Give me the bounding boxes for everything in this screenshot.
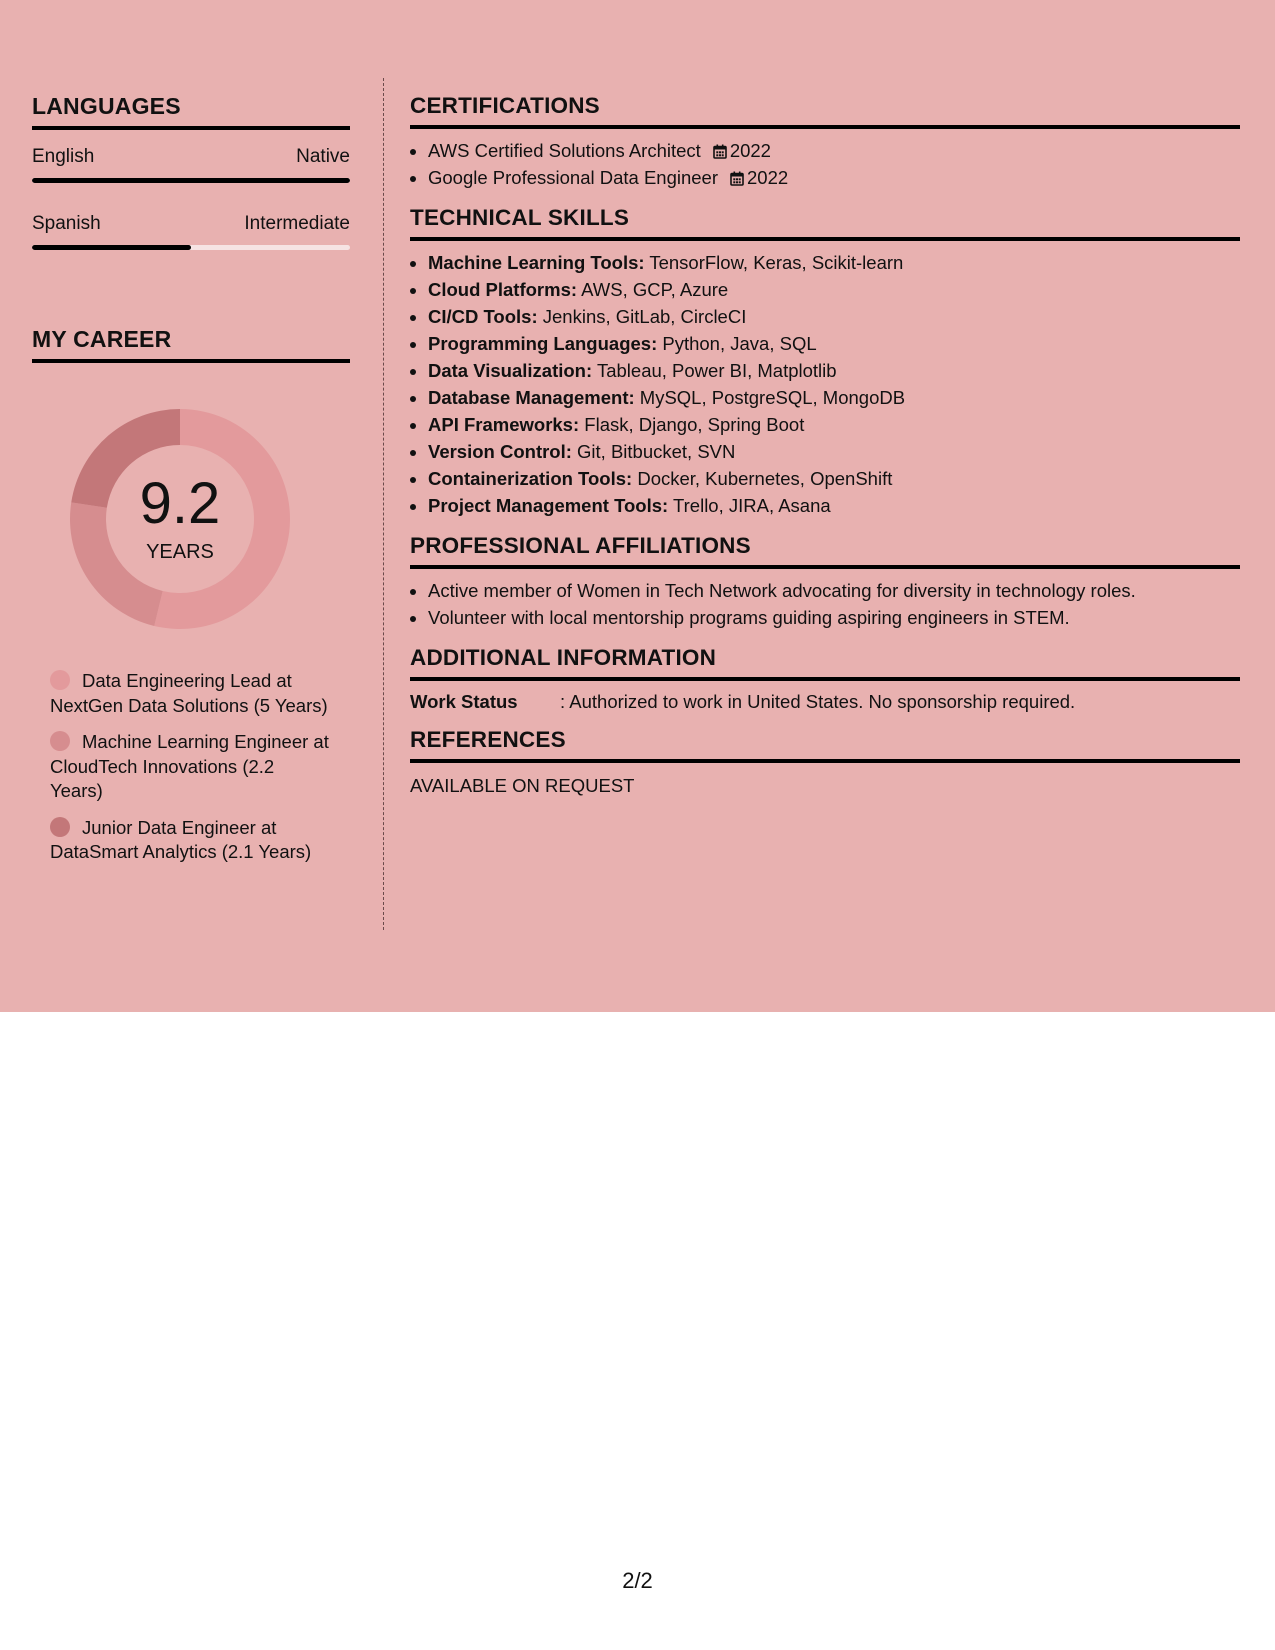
legend-item (50, 669, 330, 718)
career-total-years: 9.2 (139, 471, 221, 536)
affiliations-list (410, 577, 1240, 631)
language-spanish (32, 213, 350, 250)
work-status-row (410, 691, 1240, 713)
skill-item (428, 330, 1240, 357)
certification-name: Google Professional Data Engineer (428, 167, 719, 188)
career-donut (66, 405, 294, 633)
skill-label: API Frameworks: (428, 414, 580, 435)
language-bar-fill (32, 178, 350, 183)
affiliation-item: • Active member of Women in Tech Network advocating for diversity in technology roles. (428, 577, 1240, 604)
skill-item (428, 357, 1240, 384)
skill-label: Version Control: (428, 441, 572, 462)
language-name: Spanish (32, 213, 101, 234)
skill-value: Jenkins, GitLab, CircleCI (542, 306, 747, 327)
affiliation-item: • Volunteer with local mentorship programs guiding aspiring engineers in STEM. (428, 604, 1240, 631)
skill-item (428, 411, 1240, 438)
left-column (32, 93, 350, 877)
skill-item (428, 492, 1240, 519)
skill-label: Programming Languages: (428, 333, 658, 354)
column-divider (383, 78, 384, 930)
skill-label: Containerization Tools: (428, 468, 633, 489)
skill-value: Docker, Kubernetes, OpenShift (637, 468, 893, 489)
career-title: MY CAREER (32, 326, 350, 363)
certification-item (428, 137, 1240, 164)
skill-value: MySQL, PostgreSQL, MongoDB (639, 387, 906, 408)
skill-value: Flask, Django, Spring Boot (584, 414, 805, 435)
additional-section (410, 645, 1240, 713)
career-legend (50, 669, 330, 865)
certification-item (428, 164, 1240, 191)
language-name: English (32, 146, 95, 167)
career-years-unit: YEARS (146, 541, 214, 563)
legend-item (50, 816, 330, 865)
additional-title: ADDITIONAL INFORMATION (410, 645, 1240, 681)
skills-title: TECHNICAL SKILLS (410, 205, 1240, 241)
skill-value: TensorFlow, Keras, Scikit-learn (649, 252, 904, 273)
work-status-value: : Authorized to work in United States. No sponsorship required. (560, 691, 1076, 712)
language-bar (32, 178, 350, 183)
skill-item (428, 438, 1240, 465)
skills-list (410, 249, 1240, 519)
donut-center (66, 405, 294, 633)
languages-title: LANGUAGES (32, 93, 350, 130)
skill-item (428, 249, 1240, 276)
skill-label: CI/CD Tools: (428, 306, 538, 327)
references-title: REFERENCES (410, 727, 1240, 763)
references-section (410, 727, 1240, 797)
language-bar (32, 245, 350, 250)
skill-item (428, 384, 1240, 411)
right-column (410, 93, 1240, 797)
legend-item (50, 730, 330, 804)
calendar-icon (730, 171, 744, 186)
skill-label: Data Visualization: (428, 360, 593, 381)
skill-item (428, 465, 1240, 492)
language-english (32, 146, 350, 183)
legend-label: Machine Learning Engineer at CloudTech Innovations (2.2 Years) (50, 731, 329, 801)
legend-label: Junior Data Engineer at DataSmart Analytics (2.1 Years) (50, 816, 312, 862)
affiliations-title: PROFESSIONAL AFFILIATIONS (410, 533, 1240, 569)
legend-dot (50, 817, 70, 837)
skill-label: Project Management Tools: (428, 495, 669, 516)
certifications-list (410, 137, 1240, 191)
language-level: Native (296, 146, 350, 167)
skill-item (428, 303, 1240, 330)
work-status-label: Work Status (410, 691, 518, 712)
certification-name: AWS Certified Solutions Architect (428, 140, 701, 161)
page-number: 2/2 (622, 1568, 653, 1593)
skill-value: Tableau, Power BI, Matplotlib (596, 360, 837, 381)
skill-value: Python, Java, SQL (662, 333, 817, 354)
skill-value: AWS, GCP, Azure (581, 279, 729, 300)
skill-item (428, 276, 1240, 303)
certifications-title: CERTIFICATIONS (410, 93, 1240, 129)
calendar-icon (713, 144, 727, 159)
certification-year: 2022 (747, 167, 789, 188)
legend-dot (50, 670, 70, 690)
skill-label: Cloud Platforms: (428, 279, 578, 300)
language-bar-fill (32, 245, 191, 250)
language-level: Intermediate (244, 213, 350, 234)
affiliations-section (410, 533, 1240, 631)
references-text: AVAILABLE ON REQUEST (410, 775, 635, 796)
legend-dot (50, 731, 70, 751)
skill-value: Trello, JIRA, Asana (673, 495, 831, 516)
skill-value: Git, Bitbucket, SVN (577, 441, 736, 462)
skills-section (410, 205, 1240, 519)
skill-label: Machine Learning Tools: (428, 252, 645, 273)
certification-year: 2022 (729, 140, 771, 161)
skill-label: Database Management: (428, 387, 635, 408)
legend-label: Data Engineering Lead at NextGen Data Solutions (5 Years) (50, 670, 328, 716)
